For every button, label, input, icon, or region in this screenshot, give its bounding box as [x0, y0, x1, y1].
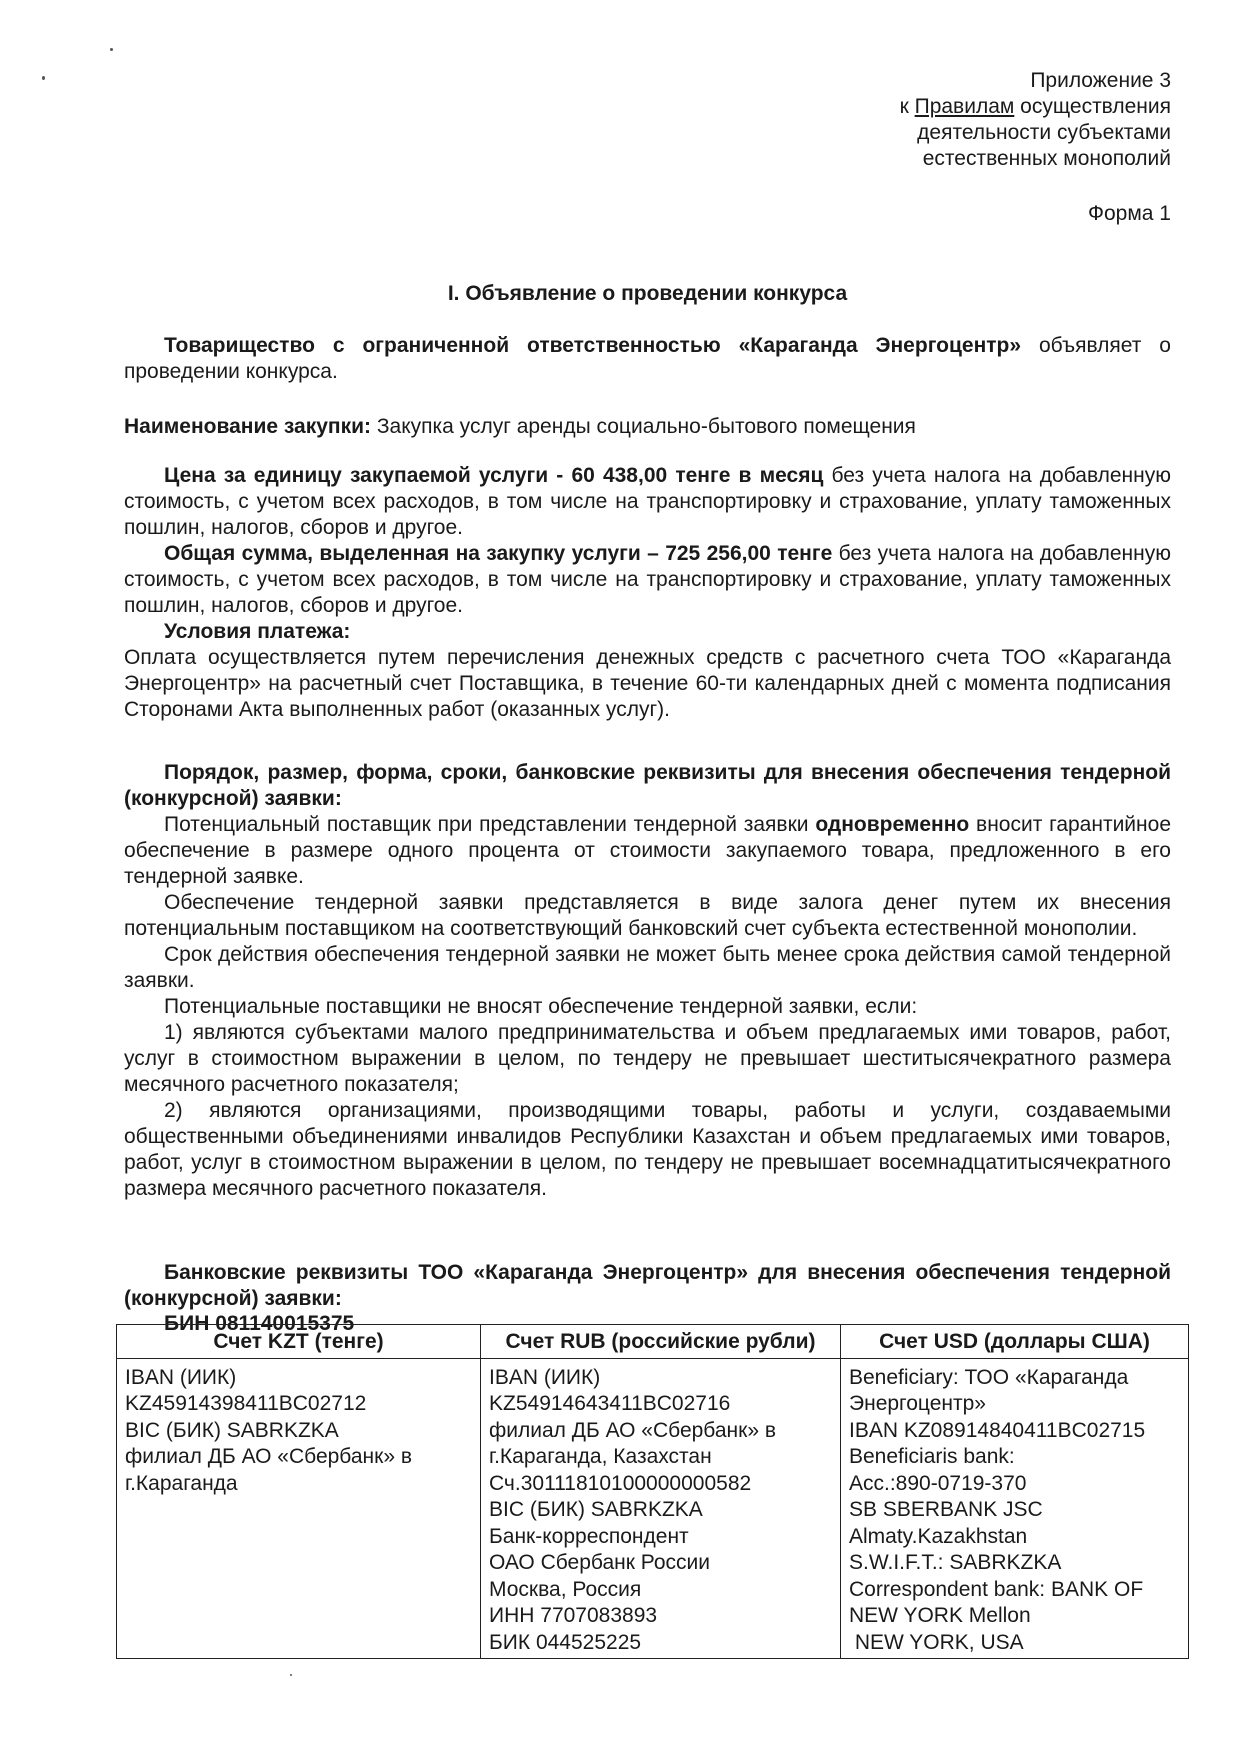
security-paragraph: Потенциальные поставщики не вносят обеспечение тендерной заявки, если: — [164, 995, 918, 1018]
intro-paragraph: Товарищество с ограниченной ответственностью «Караганда Энергоцентр» объявляет о проведении конкурса. — [124, 334, 1171, 383]
scan-speck — [290, 1674, 292, 1676]
rub-account-cell: IBAN (ИИК) KZ54914643411BC02716 филиал ДБ АО «Сбербанк» в г.Караганда, Казахстан Сч.30111810100000000582 BIC (БИК) SABRKZKA Банк-корреспондент ОАО Сбербанк России Москва, Россия ИНН 7707083893 БИК 044525225 — [481, 1358, 841, 1659]
appendix-rules-line: к Правилам осуществления — [899, 95, 1171, 118]
security-paragraph: Обеспечение тендерной заявки представляется в виде залога денег путем их внесения потенциальным поставщиком на соответствующий банковский счет субъекта естественной монополии. — [124, 891, 1171, 940]
rules-link[interactable]: Правилам — [914, 95, 1015, 118]
payment-terms-label: Условия платежа: — [164, 620, 351, 643]
table-header-row — [117, 1325, 1189, 1359]
unit-price-paragraph: Цена за единицу закупаемой услуги - 60 438,00 тенге в месяц без учета налога на добавленную стоимость, с учетом всех расходов, в том числе на транспортировку и страхование, уплату таможенных пошлин, налогов, сборов и другое. — [124, 464, 1171, 539]
security-paragraph: Срок действия обеспечения тендерной заявки не может быть менее срока действия самой тендерной заявки. — [124, 943, 1171, 992]
security-exception-2: 2) являются организациями, производящими товары, работы и услуги, создаваемыми общественными объединениями инвалидов Республики Казахстан и объем предлагаемых ими товаров, работ, услуг в стоимостном выражении в целом, по тендеру не превышает восемнадцатитысячекратного размера месячного расчетного показателя. — [124, 1099, 1171, 1200]
table-row — [117, 1358, 1189, 1659]
column-header-rub: Счет RUB (российские рубли) — [481, 1325, 841, 1359]
purchase-name: Наименование закупки: Закупка услуг аренды социально-бытового помещения — [124, 415, 916, 438]
appendix-header — [124, 68, 1171, 172]
organization-name: Товарищество с ограниченной ответственностью «Караганда Энергоцентр» — [164, 334, 1022, 357]
column-header-usd: Счет USD (доллары США) — [841, 1325, 1189, 1359]
kzt-account-cell: IBAN (ИИК) KZ45914398411BC02712 BIC (БИК) SABRKZKA филиал ДБ АО «Сбербанк» в г.Караганда — [117, 1358, 481, 1659]
scan-speck — [110, 48, 113, 51]
total-amount-paragraph: Общая сумма, выделенная на закупку услуги – 725 256,00 тенге без учета налога на добавленную стоимость, с учетом всех расходов, в том числе на транспортировку и страхование, уплату таможенных пошлин, налогов, сборов и другое. — [124, 542, 1171, 617]
usd-account-cell: Beneficiary: ТОО «Караганда Энергоцентр» IBAN KZ08914840411BC02715 Beneficiaris bank: Acc.:890-0719-370 SB SBERBANK JSC Almaty.Kazakhstan S.W.I.F.T.: SABRKZKA Correspondent bank: BANK OF NEW YORK Mellon NEW YORK, USA — [841, 1358, 1189, 1659]
terms-section — [124, 463, 1171, 723]
page-title: I. Объявление о проведении конкурса — [447, 282, 848, 305]
appendix-number: Приложение 3 — [1030, 69, 1171, 92]
bank-details-table — [116, 1324, 1189, 1659]
scan-speck — [42, 76, 45, 80]
security-paragraph: Потенциальный поставщик при представлении тендерной заявки одновременно вносит гарантийное обеспечение в размере одного процента от стоимости закупаемого товара, предложенного в его тендерной заявке. — [124, 813, 1171, 888]
security-heading: Порядок, размер, форма, сроки, банковские реквизиты для внесения обеспечения тендерной (конкурсной) заявки: — [124, 761, 1171, 810]
payment-terms-text: Оплата осуществляется путем перечисления денежных средств с расчетного счета ТОО «Караганда Энергоцентр» на расчетный счет Поставщика, в течение 60-ти календарных дней с момента подписания Сторонами Акта выполненных работ (оказанных услуг). — [124, 646, 1171, 721]
form-label: Форма 1 — [1088, 202, 1171, 225]
column-header-kzt: Счет KZT (тенге) — [117, 1325, 481, 1359]
appendix-line: естественных монополий — [922, 147, 1171, 170]
bank-heading: Банковские реквизиты ТОО «Караганда Энергоцентр» для внесения обеспечения тендерной (конкурсной) заявки: — [124, 1261, 1171, 1310]
bin-number: БИН 081140015375 — [164, 1312, 355, 1335]
security-exception-1: 1) являются субъектами малого предпринимательства и объем предлагаемых ими товаров, работ, услуг в стоимостном выражении в целом, по тендеру не превышает шеститысячекратного размера месячного расчетного показателя; — [124, 1021, 1171, 1096]
appendix-line: деятельности субъектами — [917, 121, 1171, 144]
security-section — [124, 760, 1171, 1202]
